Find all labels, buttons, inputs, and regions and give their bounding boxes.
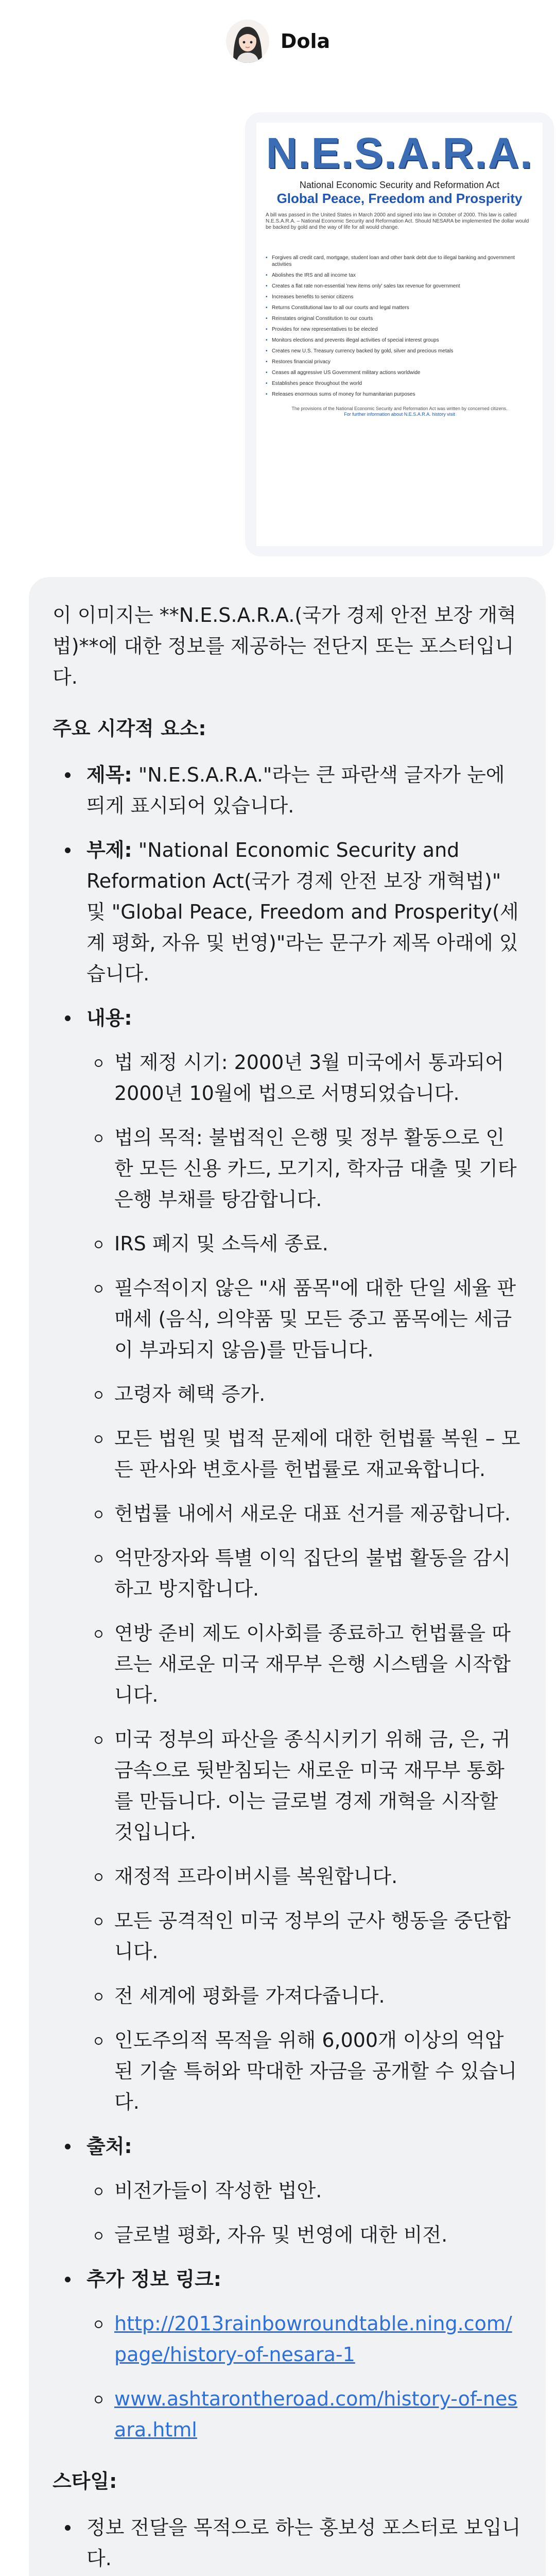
list-item [53, 759, 522, 821]
poster-subtitle: Global Peace, Freedom and Prosperity [276, 191, 523, 206]
visual-elements-list [53, 759, 522, 2445]
list-item [53, 2131, 522, 2250]
subtitle-label: 부제: [86, 839, 132, 861]
content-item: 필수적이지 않은 "새 품목"에 대한 단일 세율 판매세 (음식, 의약품 및 모든 중고 품목에는 세금이 부과되지 않음)를 만듭니다. [86, 1273, 522, 1365]
poster-bullet-list [266, 255, 533, 398]
assistant-message [29, 577, 546, 2576]
content-item: 억만장자와 특별 이익 집단의 불법 활동을 감시하고 방지합니다. [86, 1543, 522, 1604]
title-text: "N.E.S.A.R.A."라는 큰 파란색 글자가 눈에 띄게 표시되어 있습니다. [86, 764, 505, 817]
poster-bullet: • Abolishes the IRS and all income tax [266, 272, 533, 279]
source-sublist [86, 2175, 522, 2250]
poster-bullet: • Creates a flat rate non-essential 'new items only' sales tax revenue for government [266, 283, 533, 290]
content-item: 모든 법원 및 법적 문제에 대한 헌법률 복원 – 모든 판사와 변호사를 헌법률로 재교육합니다. [86, 1423, 522, 1485]
content-item: 헌법률 내에서 새로운 대표 선거를 제공합니다. [86, 1498, 522, 1529]
poster-bullet: • Provides for new representatives to be elected [266, 326, 533, 333]
content-item: 인도주의적 목적을 위해 6,000개 이상의 억압된 기술 특허와 막대한 자금을 공개할 수 있습니다. [86, 2025, 522, 2117]
content-label: 내용: [86, 1007, 132, 1029]
poster-footer-link: For further information about N.E.S.A.R.A. history visit [344, 412, 455, 417]
content-item: 모든 공격적인 미국 정부의 군사 행동을 중단합니다. [86, 1905, 522, 1967]
poster-bullet: • Creates new U.S. Treasury currency backed by gold, silver and precious metals [266, 348, 533, 354]
source-item: 비전가들이 작성한 법안. [86, 2175, 522, 2206]
history-link-2[interactable]: www.ashtarontheroad.com/history-of-nesara.html [114, 2387, 518, 2441]
content-item: 연방 준비 제도 이사회를 종료하고 헌법률을 따르는 새로운 미국 재무부 은행 시스템을 시작합니다. [86, 1618, 522, 1710]
content-item: 고령자 혜택 증가. [86, 1379, 522, 1410]
history-link-1[interactable]: http://2013rainbowroundtable.ning.com/page/history-of-nesara-1 [114, 2312, 512, 2366]
source-item: 글로벌 평화, 자유 및 번영에 대한 비전. [86, 2219, 522, 2250]
content-item: IRS 폐지 및 소득세 종료. [86, 1228, 522, 1259]
poster-bullet: • Increases benefits to senior citizens [266, 294, 533, 300]
chat-header [0, 0, 556, 82]
poster-bullet: • Returns Constitutional law to all our courts and legal matters [266, 304, 533, 311]
assistant-name: Dola [280, 30, 331, 53]
list-item [53, 2264, 522, 2445]
content-item: 전 세계에 평화를 가져다줍니다. [86, 1980, 522, 2011]
uploaded-image[interactable] [245, 112, 554, 556]
list-item [53, 835, 522, 989]
content-item: 법 제정 시기: 2000년 3월 미국에서 통과되어 2000년 10월에 법으로 서명되었습니다. [86, 1047, 522, 1109]
style-list [53, 2512, 522, 2576]
avatar-illustration-icon [226, 20, 269, 63]
style-item: 정보 전달을 목적으로 하는 홍보성 포스터로 보입니다. [53, 2512, 522, 2574]
poster-bullet: • Monitors elections and prevents illegal activities of special interest groups [266, 337, 533, 344]
poster-act-name: National Economic Security and Reformation Act [299, 180, 500, 190]
poster-intro: A bill was passed in the United States in March 2000 and signed into law in October of 2000. This law is called N.E.S.A.R.A. – National Economic Security and Reformation Act. Should NESARA be implemented the dollar would be backed by gold and the way of life for all would change. [266, 212, 529, 230]
visual-elements-heading: 주요 시각적 요소: [53, 717, 206, 740]
content-item: 미국 정부의 파산을 종식시키기 위해 금, 은, 귀금속으로 뒷받침되는 새로운 미국 재무부 통화를 만듭니다. 이는 글로벌 경제 개혁을 시작할 것입니다. [86, 1724, 522, 1848]
link-item [86, 2308, 522, 2370]
links-sublist [86, 2308, 522, 2445]
poster-bullet: • Ceases all aggressive US Government military actions worldwide [266, 369, 533, 376]
poster-bullet: • Reinstates original Constitution to our courts [266, 315, 533, 322]
title-label: 제목: [86, 764, 132, 786]
content-sublist [86, 1047, 522, 2117]
poster-bullet: • Releases enormous sums of money for humanitarian purposes [266, 391, 533, 398]
list-item [53, 1003, 522, 2117]
style-heading: 스타일: [53, 2470, 117, 2493]
poster-title: N.E.S.A.R.A. [266, 129, 533, 177]
poster-bullet: • Establishes peace throughout the world [266, 380, 533, 387]
poster-footer-note: The provisions of the National Economic Security and Reformation Act was written by concerned citizens. [291, 406, 508, 411]
avatar[interactable] [226, 20, 269, 63]
content-item: 재정적 프라이버시를 복원합니다. [86, 1861, 522, 1892]
links-label: 추가 정보 링크: [86, 2268, 221, 2291]
source-label: 출처: [86, 2135, 132, 2158]
nesara-poster [256, 123, 543, 546]
subtitle-text: "National Economic Security and Reformation Act(국가 경제 안전 보장 개혁법)" 및 "Global Peace, Freedom and Prosperity(세계 평화, 자유 및 번영)"라는 문구가 제목 아래에 있습니다. [86, 839, 519, 985]
poster-bullet: • Restores financial privacy [266, 359, 533, 365]
content-item: 법의 목적: 불법적인 은행 및 정부 활동으로 인한 모든 신용 카드, 모기지, 학자금 대출 및 기타 은행 부채를 탕감합니다. [86, 1122, 522, 1215]
link-item [86, 2383, 522, 2445]
intro-paragraph: 이 이미지는 **N.E.S.A.R.A.(국가 경제 안전 보장 개혁법)**에 대한 정보를 제공하는 전단지 또는 포스터입니다. [53, 604, 516, 688]
poster-bullet: • Forgives all credit card, mortgage, student loan and other bank debt due to illegal banking and government activities [266, 255, 533, 268]
